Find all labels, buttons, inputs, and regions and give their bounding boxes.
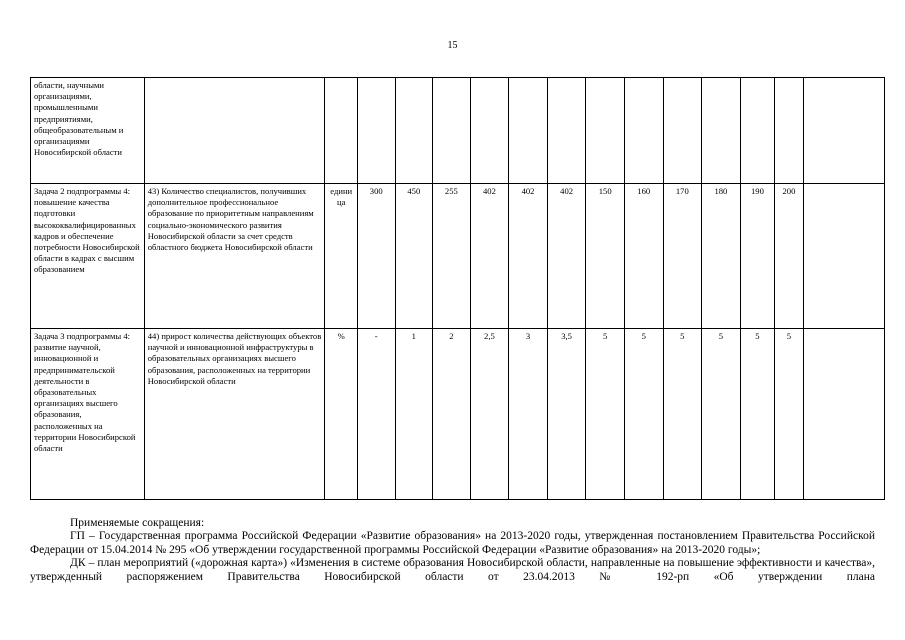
indicator-cell: 44) прирост количества действующих объектов научной и инновационной инфраструктуры в образовательных организациях высшего образования, расположенных на территории Новосибирской области: [144, 329, 325, 500]
value-cell: [624, 78, 663, 184]
indicators-table: [30, 77, 885, 500]
value-cell: 190: [740, 184, 775, 329]
value-cell: 170: [663, 184, 702, 329]
value-cell: 3,5: [547, 329, 586, 500]
value-cell: [547, 78, 586, 184]
value-cell: 150: [586, 184, 625, 329]
value-cell: [740, 78, 775, 184]
table-row: [31, 329, 885, 500]
value-cell: 5: [775, 329, 803, 500]
value-cell: [357, 78, 395, 184]
value-cell: 5: [740, 329, 775, 500]
value-cell: 402: [547, 184, 586, 329]
page-number: 15: [447, 40, 458, 51]
value-cell: [470, 78, 509, 184]
value-cell: -: [357, 329, 395, 500]
value-cell: 3: [509, 329, 548, 500]
indicator-cell: [144, 78, 325, 184]
value-cell: 5: [663, 329, 702, 500]
table-row: [31, 78, 885, 184]
value-cell: 402: [509, 184, 548, 329]
indicator-cell: 43) Количество специалистов, получивших дополнительное профессиональное образование по приоритетным направлениям социально-экономического развития Новосибирской области за счет средств областного бюджета Новосибирской области: [144, 184, 325, 329]
task-cell: Задача 3 подпрограммы 4: развитие научной, инновационной и предпринимательской деятельности в образовательных организациях высшего образования, расположенных на территории Новосибирской области: [31, 329, 145, 500]
unit-cell: %: [325, 329, 357, 500]
value-cell: 5: [702, 329, 741, 500]
value-cell: 160: [624, 184, 663, 329]
abbreviation-dk: ДК – план мероприятий («дорожная карта») «Изменения в системе образования Новосибирской области, направленные на повышение эффективности и качества», утвержденный распоряжением Правительства Новосибирской области от 23.04.2013 № 192-рп «Об утверждении плана: [30, 557, 875, 583]
task-cell: области, научными организациями, промышленными предприятиями, общеобразовательным и организациями Новосибирской области: [31, 78, 145, 184]
task-cell: Задача 2 подпрограммы 4: повышение качества подготовки высококвалифицированных кадров и обеспечение потребности Новосибирской области в кадрах с высшим образованием: [31, 184, 145, 329]
abbreviations-section: [30, 517, 875, 584]
value-cell: 180: [702, 184, 741, 329]
value-cell: [663, 78, 702, 184]
value-cell: 200: [775, 184, 803, 329]
abbreviations-heading: Применяемые сокращения:: [70, 517, 205, 529]
value-cell: [702, 78, 741, 184]
value-cell: [509, 78, 548, 184]
value-cell: 2,5: [470, 329, 509, 500]
value-cell: 2: [433, 329, 471, 500]
unit-cell: [325, 78, 357, 184]
value-cell: [803, 78, 884, 184]
value-cell: 5: [624, 329, 663, 500]
value-cell: 255: [433, 184, 471, 329]
value-cell: 5: [586, 329, 625, 500]
value-cell: 450: [395, 184, 433, 329]
value-cell: 402: [470, 184, 509, 329]
value-cell: [803, 329, 884, 500]
table-row: [31, 184, 885, 329]
value-cell: [775, 78, 803, 184]
value-cell: [395, 78, 433, 184]
value-cell: [803, 184, 884, 329]
unit-cell: единица: [325, 184, 357, 329]
abbreviation-gp: ГП – Государственная программа Российской Федерации «Развитие образования» на 2013-2020 годы, утвержденная постановлением Правительства Российской Федерации от 15.04.2014 № 295 «Об утверждении государственной программы Российской Федерации «Развитие образования» на 2013-2020 годы»;: [30, 530, 875, 556]
value-cell: 300: [357, 184, 395, 329]
value-cell: [433, 78, 471, 184]
value-cell: [586, 78, 625, 184]
value-cell: 1: [395, 329, 433, 500]
